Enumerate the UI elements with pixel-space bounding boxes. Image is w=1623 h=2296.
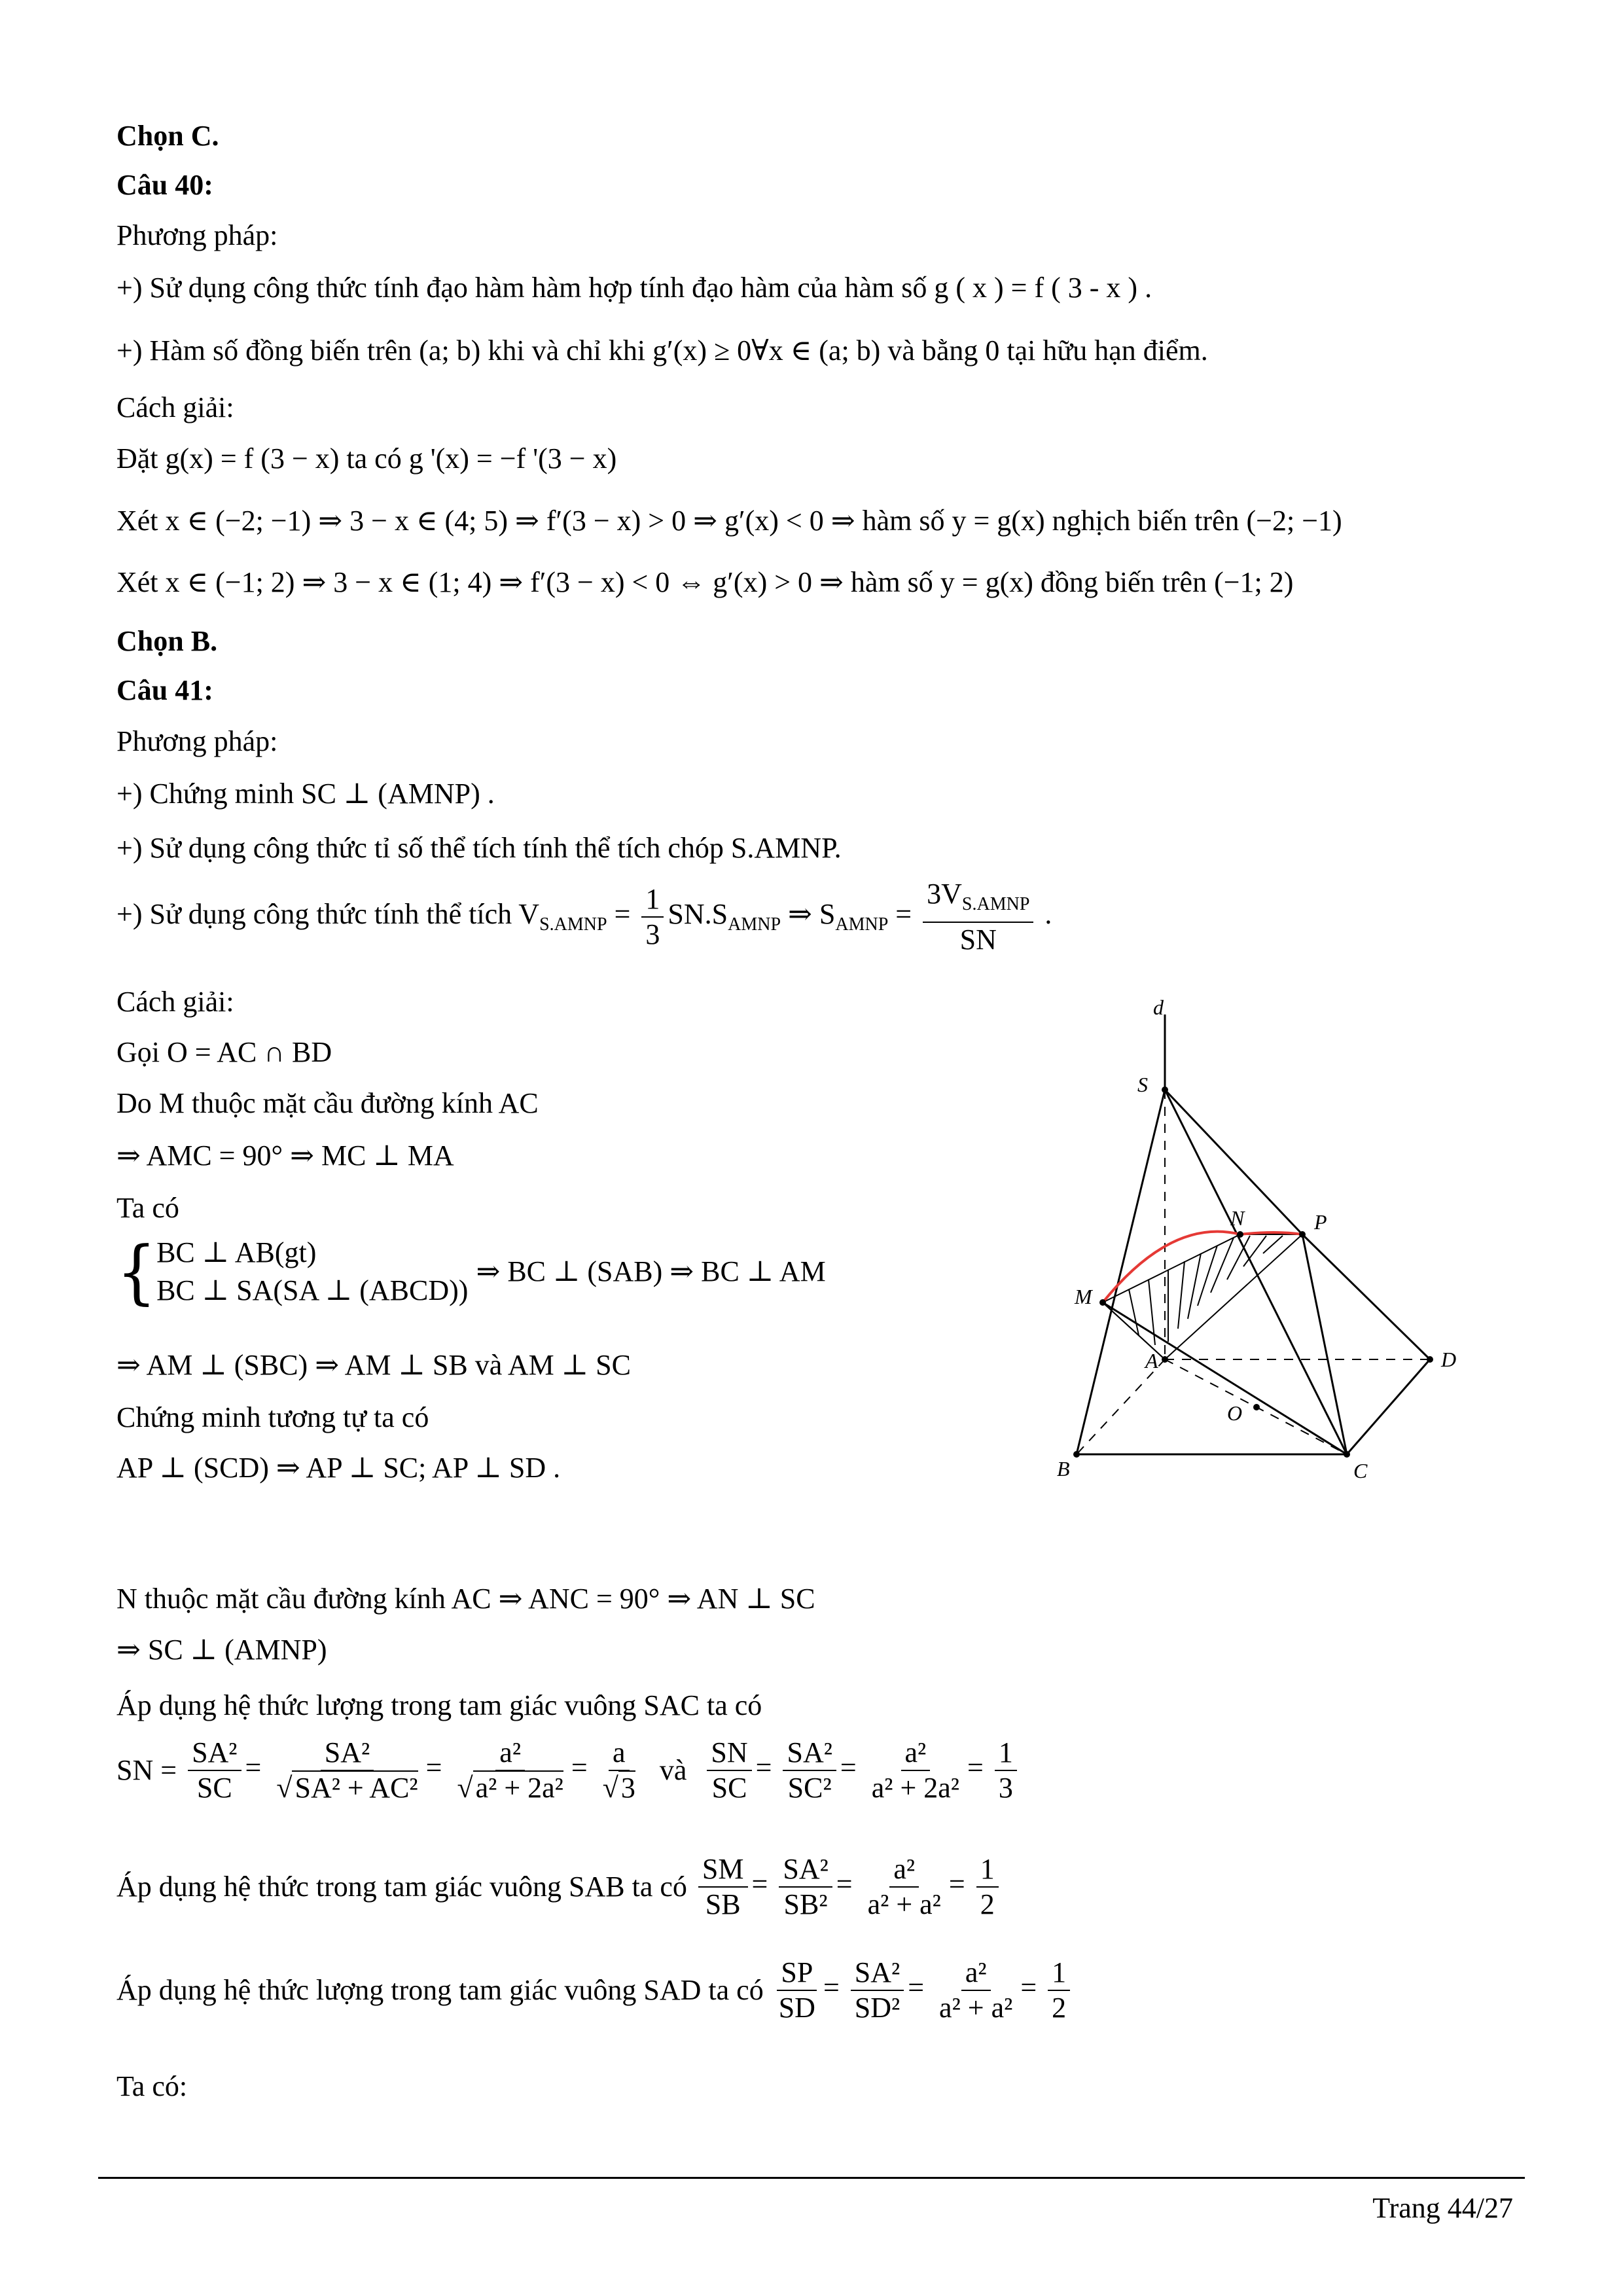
area-subscript-2: AMNP xyxy=(835,914,889,935)
num: 1 xyxy=(976,1852,999,1888)
fraction-one-third xyxy=(641,882,664,952)
solution-step-3: Xét x ∈ (−1; 2) ⇒ 3 − x ∈ (1; 4) ⇒ f′(3 − x) < 0 ⇔ g′(x) > 0 ⇒ hàm số y = g(x) đồng biến trên (−1; 2) xyxy=(116,566,1294,598)
point-p xyxy=(1299,1231,1306,1238)
solution-step-1: Đặt g(x) = f (3 − x) ta có g '(x) = −f '(3 − x) xyxy=(116,442,617,475)
area-subscript: AMNP xyxy=(728,914,781,935)
num: SA² xyxy=(188,1736,241,1771)
point-b xyxy=(1073,1451,1080,1458)
num: a² xyxy=(961,1956,991,1991)
label-a: A xyxy=(1145,1349,1158,1372)
num: a xyxy=(609,1736,630,1771)
sn-s: SN.S xyxy=(668,898,728,931)
method-41-step-1: +) Chứng minh SC ⊥ (AMNP) . xyxy=(116,778,495,810)
label-s: S xyxy=(1137,1073,1148,1096)
sn-eq: SN = xyxy=(116,1754,177,1786)
frac-sn-sc xyxy=(707,1736,751,1805)
edge-cd xyxy=(1347,1359,1430,1454)
apply-sad: Áp dụng hệ thức lượng trong tam giác vuông SAD ta có xyxy=(116,1974,764,2006)
num: SM xyxy=(698,1852,748,1888)
page-number: Trang 44/27 xyxy=(1372,2192,1513,2224)
label-d: d xyxy=(1153,996,1164,1019)
den: 2 xyxy=(1052,1992,1067,2024)
edge-pd xyxy=(1302,1234,1430,1359)
period: . xyxy=(1037,898,1052,931)
sm-ratio: Áp dụng hệ thức trong tam giác vuông SAB ta có $\frac{SM}{SB}$ = $\frac{\text{SA²}}{\text{SB²}}$ = $\frac{\text{a²}}{\text{a² + a²}}$ = $\frac{1}{2}$ xyxy=(116,1852,1003,1922)
numerator-3v xyxy=(923,877,1033,923)
label-c: C xyxy=(1353,1459,1368,1482)
angle-amc: ⇒ AMC = 90° ⇒ MC ⊥ MA xyxy=(116,1139,454,1172)
system-line-2: BC ⊥ SA(SA ⊥ (ABCD)) xyxy=(156,1274,469,1306)
section-amnp xyxy=(1103,1234,1302,1359)
den: SB² xyxy=(783,1888,828,1920)
footer-rule xyxy=(98,2177,1525,2179)
den: 3 xyxy=(998,1772,1013,1804)
n-on-sphere: N thuộc mặt cầu đường kính AC ⇒ ANC = 90° ⇒ AN ⊥ SC xyxy=(116,1583,815,1615)
sp-ratio: Áp dụng hệ thức lượng trong tam giác vuông SAD ta có $\frac{SP}{SD}$ = $\frac{\text{SA²}}{\text{SD²}}$ = $\frac{\text{a²}}{\text{a² + a²}}$ = $\frac{1}{2}$ xyxy=(116,1956,1074,2025)
edge-ab xyxy=(1077,1359,1165,1454)
den: SD² xyxy=(854,1992,901,2024)
den: SC² xyxy=(787,1772,832,1804)
m-on-sphere: Do M thuộc mặt cầu đường kính AC xyxy=(116,1087,539,1119)
denominator: 3 xyxy=(645,918,660,950)
left-brace: { xyxy=(116,1231,157,1312)
den: SD xyxy=(778,1992,815,2024)
label-o: O xyxy=(1227,1401,1243,1425)
three-v: 3V xyxy=(927,878,962,910)
frac-a2-2a2 xyxy=(864,1852,945,1922)
label-n: N xyxy=(1230,1206,1245,1230)
radicand: a² + 2a² xyxy=(473,1770,563,1804)
fraction-area xyxy=(923,877,1033,957)
num: 1 xyxy=(1048,1956,1070,1991)
den: a² + a² xyxy=(867,1888,941,1920)
den: a² + 2a² xyxy=(871,1772,959,1804)
ta-co: Ta có xyxy=(116,1192,179,1224)
solution-step-2: Xét x ∈ (−2; −1) ⇒ 3 − x ∈ (4; 5) ⇒ f′(3 − x) > 0 ⇒ g′(x) < 0 ⇒ hàm số y = g(x) nghịch biến trên (−2; −1) xyxy=(116,505,1342,537)
den: √3 xyxy=(602,1772,635,1804)
den: SC xyxy=(196,1772,232,1804)
point-c xyxy=(1344,1451,1350,1458)
den: √SA² + AC² xyxy=(276,1772,418,1804)
implies-s: ⇒ S xyxy=(781,898,836,931)
num: a² xyxy=(901,1736,931,1771)
sc-perp-amnp: ⇒ SC ⊥ (AMNP) xyxy=(116,1634,327,1666)
choice-b: Chọn B. xyxy=(116,625,218,657)
point-o xyxy=(1253,1404,1260,1410)
frac-1-3 xyxy=(995,1736,1017,1805)
den: SC xyxy=(711,1772,747,1804)
apply-sab: Áp dụng hệ thức trong tam giác vuông SAB ta có xyxy=(116,1871,687,1903)
similarly-label: Chứng minh tương tự ta có xyxy=(116,1401,429,1433)
volume-text: +) Sử dụng công thức tính thể tích V xyxy=(116,898,540,931)
point-a xyxy=(1162,1356,1168,1363)
den: a² + a² xyxy=(939,1992,1013,2024)
system-lines xyxy=(156,1234,468,1310)
edge-mc xyxy=(1103,1302,1347,1454)
sn-ratio: SN = $\frac{\text{SA²}}{SC}$ = $\frac{\text{SA²}}{\text{√SA² + AC²}}$ = $\frac{\text{a²}}{\text{√a² + 2a²}}$ = $\frac{a}{√3}$ và $\frac{SN}{SC}$ = $\frac{\text{SA²}}{\text{SC²}}$ = $\frac{\text{a²}}{\text{a² + 2a²}}$ = $\frac{1}{3}$ xyxy=(116,1736,1021,1805)
frac-a2-sqrt xyxy=(453,1736,567,1805)
frac-sa2-sqrt xyxy=(272,1736,421,1805)
apply-sac: Áp dụng hệ thức lượng trong tam giác vuông SAC ta có xyxy=(116,1689,762,1721)
frac-sa2-sc xyxy=(188,1736,241,1805)
define-o: Gọi O = AC ∩ BD xyxy=(116,1036,332,1068)
v-subscript: S.AMNP xyxy=(961,894,1030,914)
frac-a2-2a2-b xyxy=(935,1956,1016,2025)
label-m: M xyxy=(1075,1285,1092,1308)
system-line-1: BC ⊥ AB(gt) xyxy=(156,1236,317,1268)
system-conclusion: ⇒ BC ⊥ (SAB) ⇒ BC ⊥ AM xyxy=(476,1255,826,1287)
num: SN xyxy=(707,1736,751,1771)
solution-label-41: Cách giải: xyxy=(116,986,234,1018)
num: SA² xyxy=(851,1956,904,1991)
num: a² xyxy=(495,1736,525,1771)
ta-co-final: Ta có: xyxy=(116,2070,188,2102)
radicand: 3 xyxy=(618,1770,635,1804)
method-41-step-3 xyxy=(116,877,1052,957)
point-d xyxy=(1427,1356,1433,1363)
question-40-heading: Câu 40: xyxy=(116,169,213,201)
denominator-sn: SN xyxy=(959,924,997,956)
ap-perp-scd: AP ⊥ (SCD) ⇒ AP ⊥ SC; AP ⊥ SD . xyxy=(116,1452,561,1484)
equals: = xyxy=(607,898,638,931)
pyramid-figure xyxy=(1041,988,1486,1486)
den: SB xyxy=(705,1888,741,1920)
frac-1-2 xyxy=(976,1852,999,1922)
frac-sp-sd xyxy=(775,1956,819,2025)
method-label: Phương pháp: xyxy=(116,219,278,251)
edge-sb xyxy=(1077,1090,1165,1454)
num: SA² xyxy=(783,1736,836,1771)
label-p: P xyxy=(1314,1210,1327,1234)
num: SP xyxy=(777,1956,817,1991)
system-bc xyxy=(116,1231,826,1312)
method-41-step-2: +) Sử dụng công thức tỉ số thể tích tính thể tích chóp S.AMNP. xyxy=(116,832,842,864)
va-word: và xyxy=(659,1754,687,1786)
frac-sm-sb xyxy=(698,1852,748,1922)
num: SA² xyxy=(321,1736,374,1771)
equals-2: = xyxy=(888,898,919,931)
label-b: B xyxy=(1057,1457,1070,1480)
question-41-heading: Câu 41: xyxy=(116,674,213,706)
num: SA² xyxy=(779,1852,832,1888)
frac-1-2-b xyxy=(1048,1956,1070,2025)
frac-a2-3a2 xyxy=(868,1736,963,1805)
volume-subscript: S.AMNP xyxy=(539,914,607,935)
choice-c: Chọn C. xyxy=(116,120,219,152)
den: √a² + 2a² xyxy=(457,1772,563,1804)
den: 2 xyxy=(980,1888,995,1920)
method-label-41: Phương pháp: xyxy=(116,725,278,757)
num: 1 xyxy=(995,1736,1017,1771)
point-s xyxy=(1162,1086,1168,1093)
frac-sa2-sb2 xyxy=(779,1852,832,1922)
solution-label: Cách giải: xyxy=(116,391,234,423)
method-step-1: +) Sử dụng công thức tính đạo hàm hàm hợp tính đạo hàm của hàm số g ( x ) = f ( 3 - x ) . xyxy=(116,272,1152,304)
radicand: SA² + AC² xyxy=(292,1770,418,1804)
frac-a-sqrt3 xyxy=(599,1736,639,1805)
num: a² xyxy=(889,1852,919,1888)
numerator: 1 xyxy=(641,882,664,918)
edge-sc xyxy=(1165,1090,1347,1454)
frac-sa2-sc2 xyxy=(783,1736,836,1805)
point-m xyxy=(1099,1299,1106,1306)
point-n xyxy=(1237,1231,1243,1238)
method-step-2: +) Hàm số đồng biến trên (a; b) khi và chỉ khi g′(x) ≥ 0∀x ∈ (a; b) và bằng 0 tại hữu hạn điểm. xyxy=(116,334,1208,367)
label-d-point: D xyxy=(1441,1348,1457,1371)
frac-sa2-sd2 xyxy=(851,1956,904,2025)
edge-pc xyxy=(1302,1234,1347,1454)
am-perp-sbc: ⇒ AM ⊥ (SBC) ⇒ AM ⊥ SB và AM ⊥ SC xyxy=(116,1349,631,1381)
